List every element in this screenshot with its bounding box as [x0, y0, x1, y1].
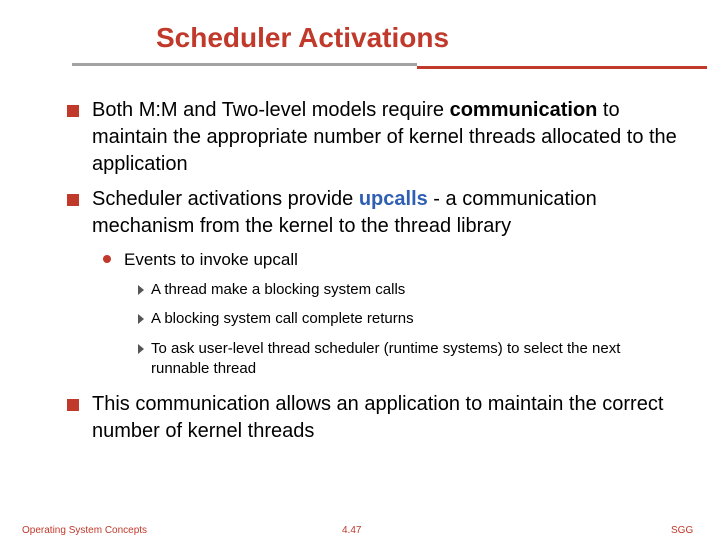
- slide-title: Scheduler Activations: [156, 22, 450, 53]
- bullet-text-highlight: upcalls: [358, 188, 428, 210]
- event-item: [151, 280, 681, 300]
- event-text: A thread make a blocking system calls: [151, 281, 406, 298]
- square-bullet-icon: [67, 194, 79, 206]
- sub-bullet-text: Events to invoke upcall: [124, 250, 298, 269]
- event-text: To ask user-level thread scheduler (runtime systems) to select the next runnable thread: [151, 340, 621, 377]
- triangle-bullet-icon: [138, 344, 144, 354]
- footer-page-number: 4.47: [342, 525, 362, 536]
- title-rule-red: [417, 66, 707, 69]
- bullet-text-part2: - a communication mechanism from the kernel to the thread library: [92, 188, 597, 237]
- square-bullet-icon: [67, 399, 79, 411]
- event-item: [151, 339, 661, 379]
- event-item: [151, 309, 681, 329]
- bullet-maintain: [92, 391, 672, 445]
- bullet-upcalls: [92, 186, 692, 240]
- footer-left: Operating System Concepts: [22, 525, 148, 536]
- bullet-communication: [92, 97, 692, 178]
- triangle-bullet-icon: [138, 285, 144, 295]
- square-bullet-icon: [67, 105, 79, 117]
- footer-right: SGG: [671, 525, 694, 536]
- title-rule-gray: [72, 63, 417, 66]
- bullet-text-part1: Scheduler activations provide: [92, 188, 359, 210]
- event-text: A blocking system call complete returns: [151, 310, 414, 327]
- round-bullet-icon: [103, 255, 111, 263]
- bullet-text-part1: Both M:M and Two-level models require: [92, 99, 450, 121]
- sub-bullet-events: [124, 249, 684, 271]
- bullet-text-part2: to maintain the appropriate number of kernel threads allocated to the application: [92, 99, 677, 175]
- bullet-text-bold: communication: [449, 99, 598, 121]
- triangle-bullet-icon: [138, 314, 144, 324]
- bullet-text: This communication allows an application to maintain the correct number of kernel threads: [92, 393, 664, 442]
